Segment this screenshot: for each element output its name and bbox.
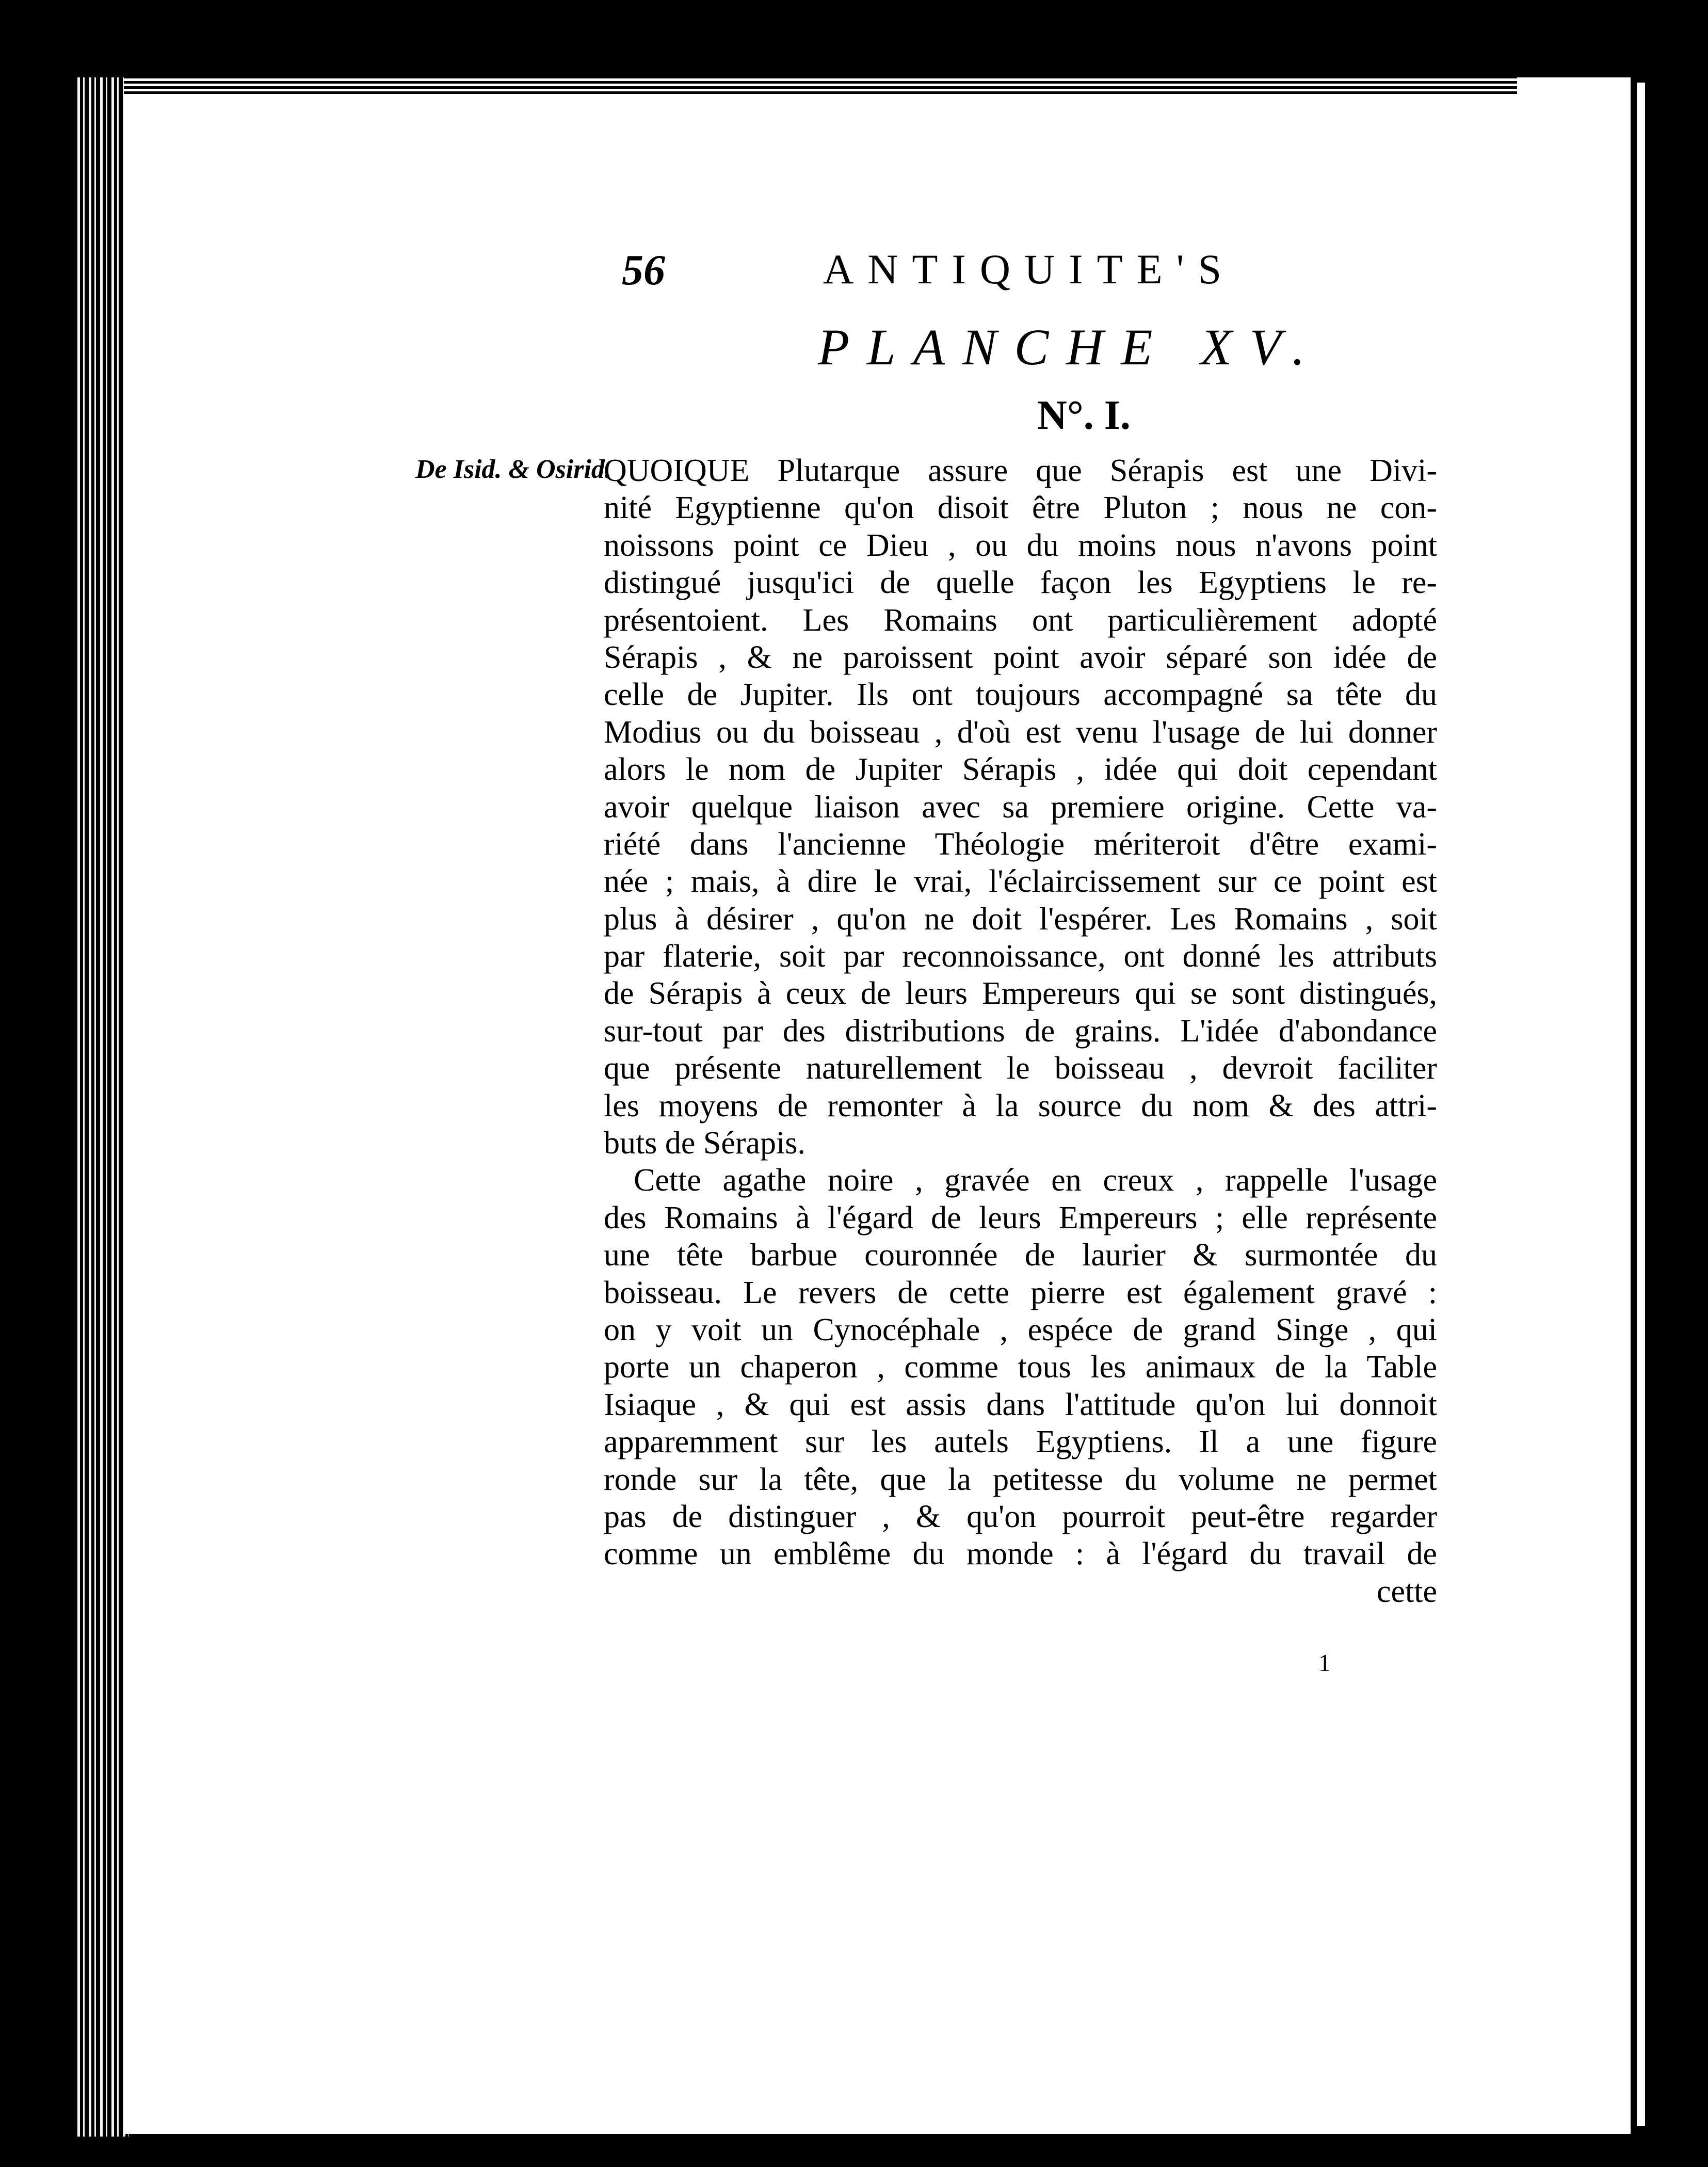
signature-mark: 1: [1318, 1649, 1331, 1677]
body-line: des Romains à l'égard de leurs Empereurs ; elle représente: [604, 1200, 1437, 1235]
binding-edge: [77, 77, 129, 2137]
body-line: apparemment sur les autels Egyptiens. Il a une figure: [604, 1424, 1437, 1460]
body-line: comme un emblême du monde : à l'égard du travail de: [604, 1536, 1437, 1572]
margin-note: De Isid. & Osirid.: [415, 455, 611, 484]
body-line: avoir quelque liaison avec sa premiere origine. Cette va-: [604, 789, 1437, 825]
body-line: Sérapis , & ne paroissent point avoir séparé son idée de: [604, 639, 1437, 675]
body-line: Cette agathe noire , gravée en creux , rappelle l'usage: [634, 1163, 1437, 1198]
catchword: cette: [1376, 1574, 1437, 1609]
body-line: boisseau. Le revers de cette pierre est également gravé :: [604, 1275, 1437, 1310]
top-page-edge: [124, 77, 1517, 94]
body-line: née ; mais, à dire le vrai, l'éclaircissement sur ce point est: [604, 864, 1437, 900]
body-line: distingué jusqu'ici de quelle façon les Egyptiens le re-: [604, 565, 1437, 601]
body-line: présentoient. Les Romains ont particulièrement adopté: [604, 602, 1437, 638]
body-line: de Sérapis à ceux de leurs Empereurs qui se sont distingués,: [604, 976, 1437, 1012]
page-number: 56: [622, 246, 665, 294]
body-line: on y voit un Cynocéphale , espéce de grand Singe , qui: [604, 1312, 1437, 1347]
body-line: Modius ou du boisseau , d'où est venu l'usage de lui donner: [604, 714, 1437, 750]
body-line: une tête barbue couronnée de laurier & surmontée du: [604, 1238, 1437, 1273]
body-line: riété dans l'ancienne Théologie mériteroit d'être exami-: [604, 826, 1437, 862]
body-line: celle de Jupiter. Ils ont toujours accompagné sa tête du: [604, 677, 1437, 713]
body-line: ronde sur la tête, que la petitesse du volume ne permet: [604, 1462, 1437, 1497]
body-line: noissons point ce Dieu , ou du moins nous n'avons point: [604, 527, 1437, 563]
body-line: alors le nom de Jupiter Sérapis , idée qui doit cependant: [604, 752, 1437, 788]
body-line: que présente naturellement le boisseau , devroit faciliter: [604, 1051, 1437, 1086]
body-line: plus à désirer , qu'on ne doit l'espérer. Les Romains , soit: [604, 901, 1437, 937]
body-text: [604, 452, 1437, 1610]
body-line: Isiaque , & qui est assis dans l'attitude qu'on lui donnoit: [604, 1387, 1437, 1422]
body-line: les moyens de remonter à la source du nom & des attri-: [604, 1088, 1437, 1123]
running-head: ANTIQUITE'S: [823, 246, 1236, 293]
body-line: buts de Sérapis.: [604, 1126, 805, 1161]
body-line: nité Egyptienne qu'on disoit être Pluton ; nous ne con-: [604, 490, 1437, 526]
body-line: porte un chaperon , comme tous les animaux de la Table: [604, 1350, 1437, 1385]
body-line: sur-tout par des distributions de grains. L'idée d'abondance: [604, 1013, 1437, 1049]
body-line: par flaterie, soit par reconnoissance, ont donné les attributs: [604, 939, 1437, 974]
right-page-edge: [1637, 83, 1645, 2126]
plate-title: PLANCHE XV.: [818, 318, 1323, 376]
body-line: QUOIQUE Plutarque assure que Sérapis est une Divi-: [604, 453, 1437, 488]
body-line: pas de distinguer , & qu'on pourroit peut-être regarder: [604, 1499, 1437, 1534]
item-number: N°. I.: [1037, 393, 1131, 438]
